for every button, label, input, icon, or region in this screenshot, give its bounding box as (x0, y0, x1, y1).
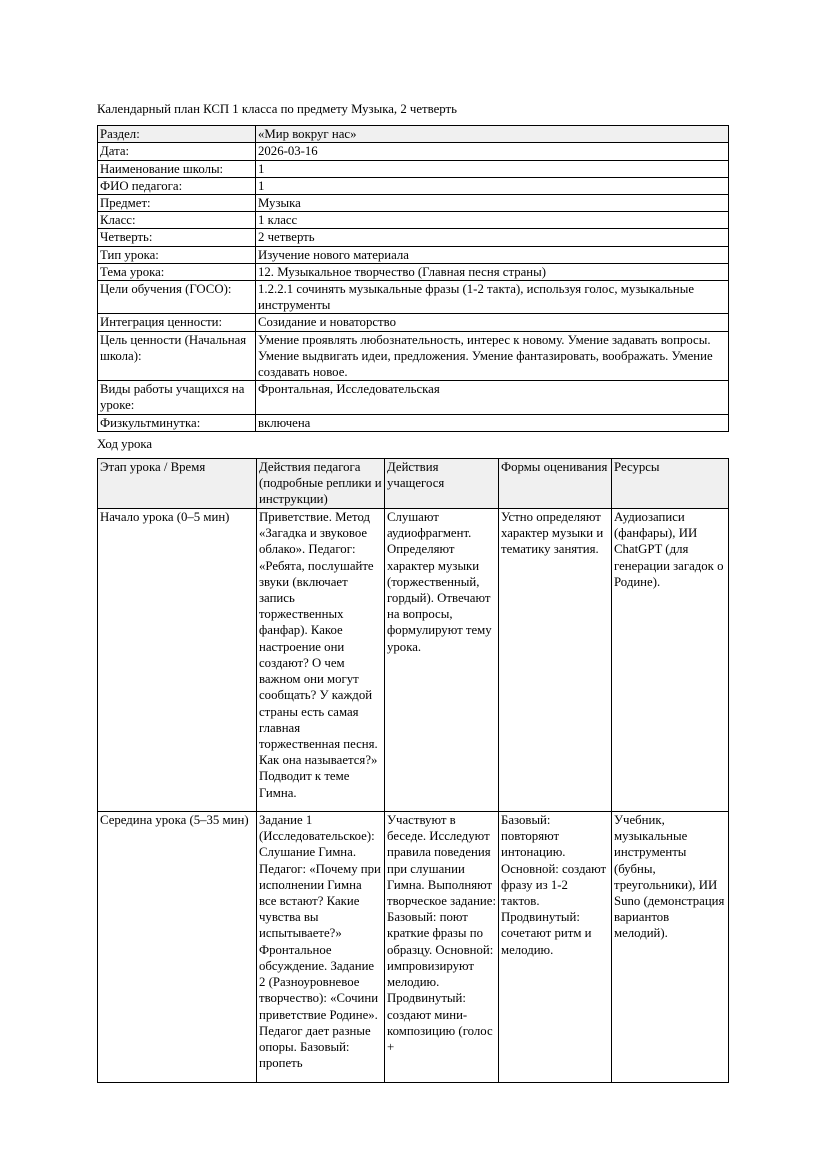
info-label: Цели обучения (ГОСО): (98, 281, 256, 314)
section-heading-lesson-course: Ход урока (97, 436, 153, 451)
info-row-lesson-type (98, 246, 729, 263)
info-label: Цель ценности (Начальная школа): (98, 331, 256, 381)
info-row-lesson-topic (98, 263, 729, 280)
info-value: 1 (256, 177, 729, 194)
student-actions-cell: Участвуют в беседе. Исследуют правила поведения при слушании Гимна. Выполняют творческое задание: Базовый: поют краткие фразы по образцу. Основной: импровизируют мелодию. Продвинутый: создают мини-композицию (голос + (385, 812, 499, 1083)
column-header-student-actions: Действия учащегося (385, 459, 499, 509)
lesson-info-table (97, 125, 729, 432)
info-value: «Мир вокруг нас» (256, 126, 729, 143)
info-row-work-types (98, 381, 729, 414)
teacher-actions-cell: Задание 1 (Исследовательское): Слушание Гимна. Педагог: «Почему при исполнении Гимна все встают? Какие чувства вы испытываете?» Фронтальное обсуждение. Задание 2 (Разноуровневое творчество): «Сочини приветствие Родине». Педагог дает разные опоры. Базовый: пропеть (257, 812, 385, 1083)
info-row-values-goal (98, 331, 729, 381)
stage-cell: Начало урока (0–5 мин) (98, 509, 257, 812)
info-label: Четверть: (98, 229, 256, 246)
info-row-quarter (98, 229, 729, 246)
info-label: Тема урока: (98, 263, 256, 280)
document-title: Календарный план КСП 1 класса по предмету Музыка, 2 четверть (97, 102, 457, 116)
info-row-subject (98, 195, 729, 212)
info-label: Предмет: (98, 195, 256, 212)
info-value: 1 (256, 160, 729, 177)
lesson-table-header-row (98, 459, 729, 509)
info-value: 1 класс (256, 212, 729, 229)
info-label: Класс: (98, 212, 256, 229)
info-label: Наименование школы: (98, 160, 256, 177)
info-row-goals (98, 281, 729, 314)
info-value: Изучение нового материала (256, 246, 729, 263)
column-header-assessment: Формы оценивания (499, 459, 612, 509)
info-row-teacher-name (98, 177, 729, 194)
info-value: Музыка (256, 195, 729, 212)
info-label: Виды работы учащихся на уроке: (98, 381, 256, 414)
assessment-cell: Устно определяют характер музыки и тематику занятия. (499, 509, 612, 812)
info-label: Дата: (98, 143, 256, 160)
info-value: включена (256, 414, 729, 431)
lesson-row-start (98, 509, 729, 812)
info-value: Созидание и новаторство (256, 314, 729, 331)
column-header-teacher-actions: Действия педагога (подробные реплики и инструкции) (257, 459, 385, 509)
info-value: Умение проявлять любознательность, интерес к новому. Умение задавать вопросы. Умение выдвигать идеи, предложения. Умение фантазировать, воображать. Умение создавать новое. (256, 331, 729, 381)
lesson-row-middle (98, 812, 729, 1083)
info-value: 12. Музыкальное творчество (Главная песня страны) (256, 263, 729, 280)
resources-cell: Аудиозаписи (фанфары), ИИ ChatGPT (для генерации загадок о Родине). (612, 509, 729, 812)
info-row-class (98, 212, 729, 229)
info-label: Физкультминутка: (98, 414, 256, 431)
info-value: 2026-03-16 (256, 143, 729, 160)
lesson-course-table (97, 458, 729, 1083)
info-row-date (98, 143, 729, 160)
column-header-resources: Ресурсы (612, 459, 729, 509)
info-row-values-integration (98, 314, 729, 331)
info-row-school (98, 160, 729, 177)
resources-cell: Учебник, музыкальные инструменты (бубны, треугольники), ИИ Suno (демонстрация вариантов мелодий). (612, 812, 729, 1083)
stage-cell: Середина урока (5–35 мин) (98, 812, 257, 1083)
column-header-stage: Этап урока / Время (98, 459, 257, 509)
info-value: 2 четверть (256, 229, 729, 246)
info-row-razdel (98, 126, 729, 143)
info-label: Тип урока: (98, 246, 256, 263)
info-row-physical-minute (98, 414, 729, 431)
info-label: Раздел: (98, 126, 256, 143)
student-actions-cell: Слушают аудиофрагмент. Определяют характер музыки (торжественный, гордый). Отвечают на вопросы, формулируют тему урока. (385, 509, 499, 812)
info-label: Интеграция ценности: (98, 314, 256, 331)
info-label: ФИО педагога: (98, 177, 256, 194)
info-value: Фронтальная, Исследовательская (256, 381, 729, 414)
teacher-actions-cell: Приветствие. Метод «Загадка и звуковое облако». Педагог: «Ребята, послушайте звуки (включает запись торжественных фанфар). Какое настроение они создают? О чем важном они могут сообщать? У каждой страны есть самая главная торжественная песня. Как она называется?» Подводит к теме Гимна. (257, 509, 385, 812)
assessment-cell: Базовый: повторяют интонацию. Основной: создают фразу из 1-2 тактов. Продвинутый: сочетают ритм и мелодию. (499, 812, 612, 1083)
info-value: 1.2.2.1 сочинять музыкальные фразы (1-2 такта), используя голос, музыкальные инструменты (256, 281, 729, 314)
